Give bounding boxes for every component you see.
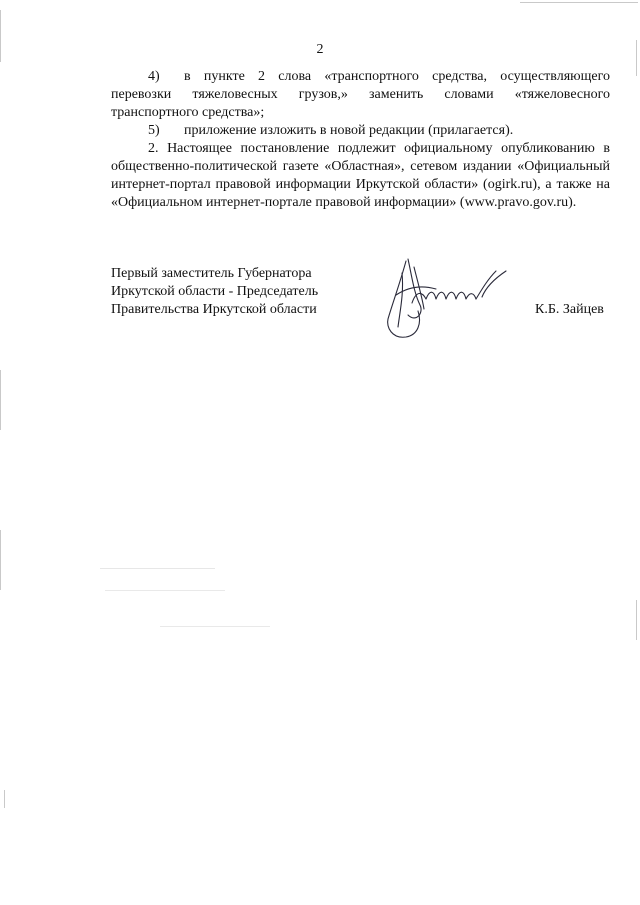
scan-edge-mark bbox=[0, 10, 1, 62]
handwritten-signature bbox=[378, 253, 518, 348]
scan-smudge bbox=[100, 568, 215, 569]
scan-edge-mark bbox=[0, 530, 1, 590]
scan-edge-mark bbox=[4, 790, 5, 808]
list-item-5 bbox=[111, 122, 610, 140]
scan-edge-mark bbox=[520, 2, 638, 3]
page-number: 2 bbox=[316, 42, 324, 57]
scan-smudge bbox=[160, 626, 270, 627]
list-item-4 bbox=[111, 68, 610, 122]
signatory-title-line: Иркутской области - Председатель bbox=[111, 284, 319, 299]
publication-paragraph: 2. Настоящее постановление подлежит официальному опубликованию в общественно-политической газете «Областная», сетевом издании «Официальный интернет-портал правовой информации Иркутской области» (ogirk.ru), а также на «Официальном интернет-портале правовой информации» (www.pravo.gov.ru). bbox=[111, 141, 610, 210]
signatory-title-line: Первый заместитель Губернатора bbox=[111, 266, 312, 281]
signatory-title-line: Правительства Иркутской области bbox=[111, 302, 317, 317]
scan-edge-mark bbox=[636, 600, 637, 640]
list-item-text: приложение изложить в новой редакции (прилагается). bbox=[184, 123, 514, 138]
list-item-number: 4) bbox=[148, 69, 160, 84]
signatory-name: К.Б. Зайцев bbox=[535, 302, 604, 317]
scan-smudge bbox=[105, 590, 225, 591]
list-item-number: 5) bbox=[148, 123, 160, 138]
list-item-text: в пункте 2 слова «транспортного средства, осуществляющего перевозки тяжеловесных грузов,» заменить словами «тяжеловесного транспортного средства»; bbox=[111, 69, 610, 120]
signatory-title bbox=[111, 265, 318, 319]
scan-edge-mark bbox=[636, 40, 637, 76]
document-body bbox=[111, 68, 610, 212]
scan-edge-mark bbox=[0, 370, 1, 430]
